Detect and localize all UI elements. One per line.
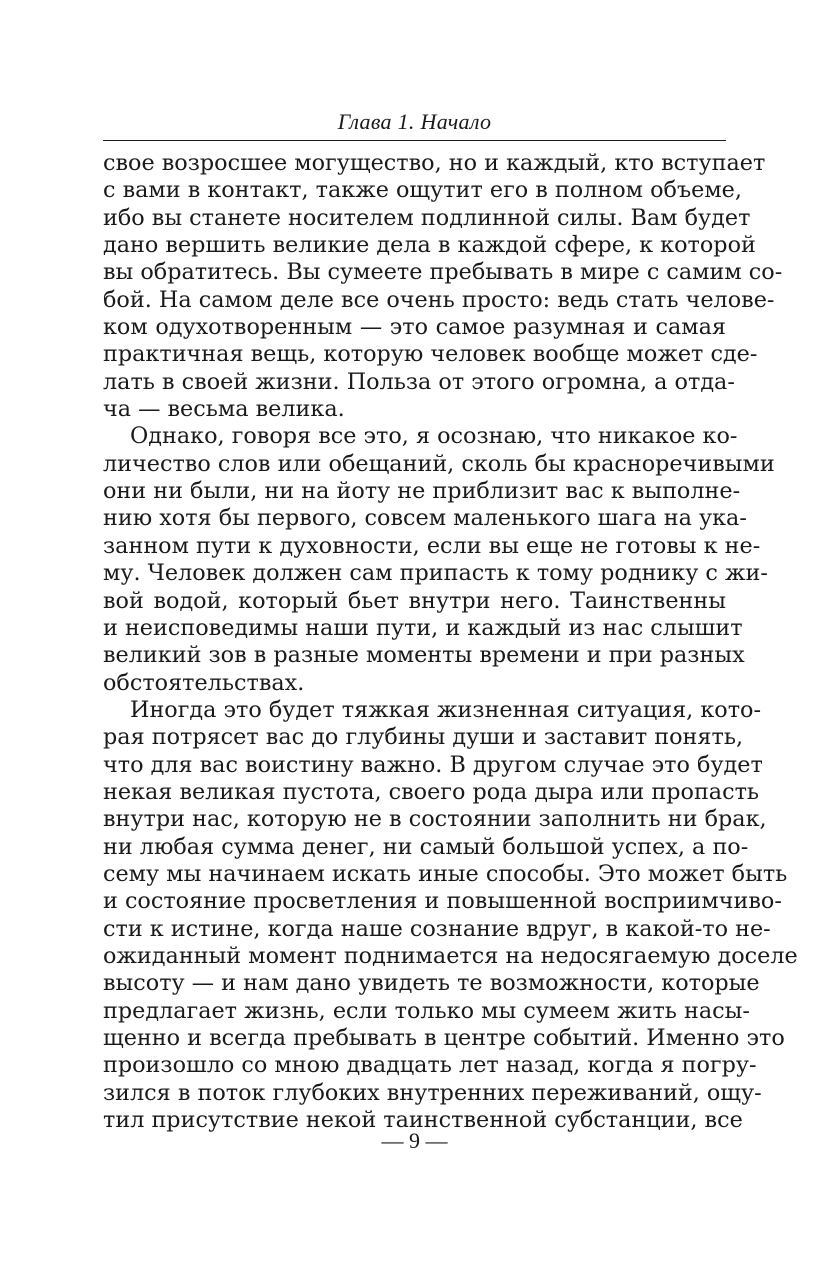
text-line: зился в поток глубоких внутренних переживаний, ощу- (103, 1079, 762, 1106)
text-line: что для вас воистину важно. В другом случае это будет (103, 751, 763, 778)
paragraph (103, 423, 775, 696)
text-line: внутри нас, которую не в состоянии заполнить ни брак, (103, 806, 767, 833)
page-number: — 9 — (381, 1128, 448, 1153)
text-line: ком одухотворенным — это самое разумная и самая (103, 314, 726, 341)
text-line: ни любая сумма денег, ни самый большой успех, а по- (103, 833, 749, 860)
text-line: ожиданный момент поднимается на недосягаемую доселе (103, 942, 798, 969)
text-line: рая потрясет вас до глубины души и заставит понять, (103, 724, 744, 751)
text-line: вы обратитесь. Вы сумеете пребывать в мире с самим со- (103, 259, 783, 286)
text-line: дано вершить великие дела в каждой сфере, к которой (103, 232, 756, 259)
text-line: произошло со мною двадцать лет назад, когда я погру- (103, 1052, 757, 1079)
text-line: му. Человек должен сам припасть к тому роднику с жи- (103, 560, 768, 587)
text-line: нию хотя бы первого, совсем маленького шага на ука- (103, 505, 747, 532)
text-line: они ни были, ни на йоту не приблизит вас к выполне- (103, 478, 741, 505)
text-line: и состояние просветления и повышенной восприимчиво- (103, 888, 782, 915)
text-line: свое возросшее могущество, но и каждый, кто вступает (103, 150, 766, 176)
text-line: предлагает жизнь, если только мы сумеем жить насы- (103, 997, 750, 1024)
text-line: лать в своей жизни. Польза от этого огромна, а отда- (103, 368, 735, 395)
body-text (103, 150, 798, 1134)
header-rule (103, 140, 726, 141)
text-line: и неисповедимы наши пути, и каждый из нас слышит (103, 614, 743, 641)
text-line: занном пути к духовности, если вы еще не готовы к не- (103, 532, 761, 559)
text-line: Однако, говоря все это, я осознаю, что никакое ко- (130, 423, 738, 450)
text-line: практичная вещь, которую человек вообще может сде- (103, 341, 758, 368)
text-line: Иногда это будет тяжкая жизненная ситуация, кото- (130, 696, 761, 723)
text-line: щенно и всегда пребывать в центре событий. Именно это (103, 1025, 785, 1051)
text-line: сти к истине, когда наше сознание вдруг, в какой-то не- (103, 915, 771, 942)
paragraph (103, 150, 783, 423)
text-line: сему мы начинаем искать иные способы. Это может быть (103, 860, 788, 887)
text-line: с вами в контакт, также ощутит его в полном объеме, (103, 177, 742, 204)
text-line: ча — весьма велика. (103, 396, 345, 423)
text-line: некая великая пустота, своего рода дыра или пропасть (103, 778, 760, 805)
text-line: великий зов в разные моменты времени и при разных (103, 642, 745, 669)
text-line: личество слов или обещаний, сколь бы красноречивыми (103, 450, 775, 477)
text-line: вой водой, который бьет внутри него. Таинственны (103, 587, 726, 614)
running-head: Глава 1. Начало (337, 109, 492, 134)
text-line: обстоятельствах. (103, 669, 305, 696)
text-line: высоту — и нам дано увидеть те возможности, которые (103, 970, 760, 997)
text-line: тил присутствие некой таинственной субстанции, все (103, 1107, 743, 1134)
paragraph (103, 696, 798, 1135)
text-line: ибо вы станете носителем подлинной силы. Вам будет (103, 204, 751, 231)
text-line: бой. На самом деле все очень просто: ведь стать челове- (103, 286, 775, 313)
